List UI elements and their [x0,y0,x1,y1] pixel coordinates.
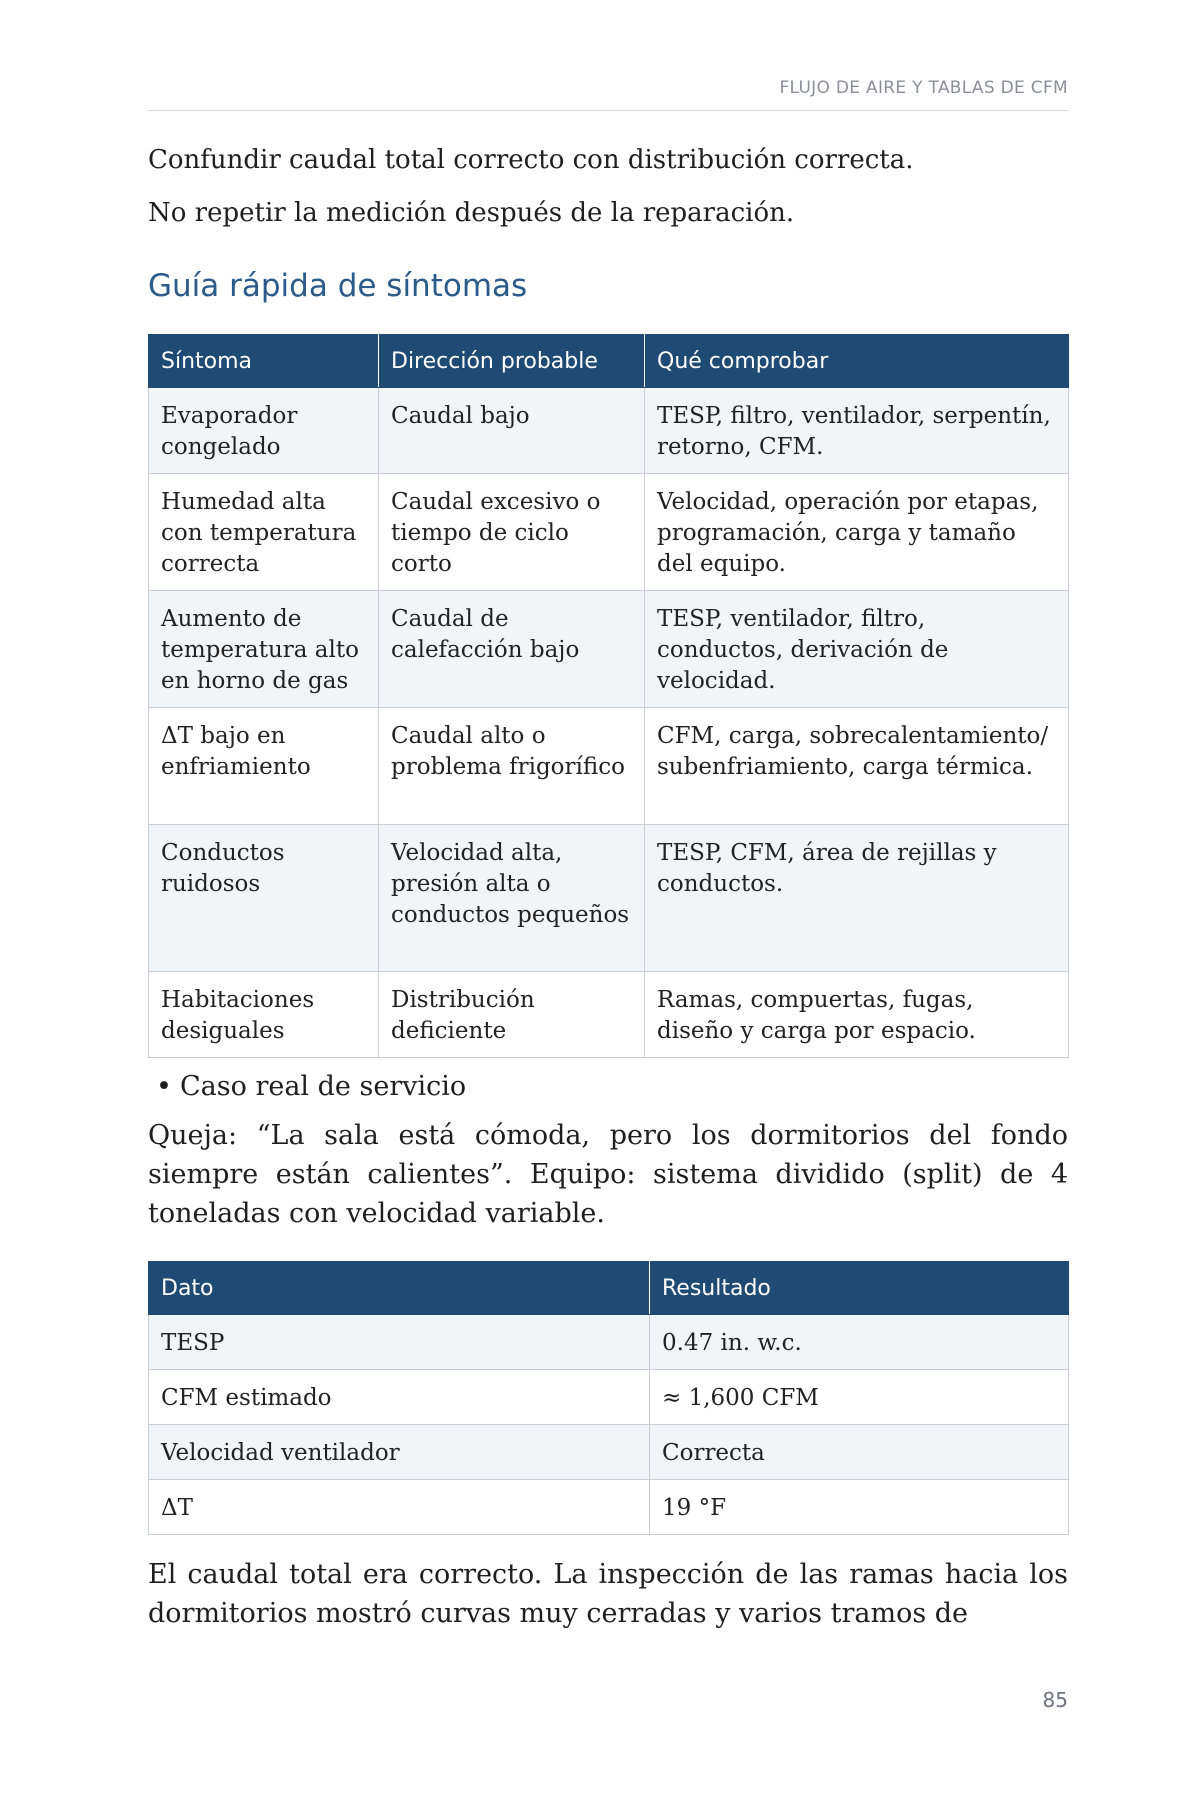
table-cell: Velocidad alta, presión alta o conductos pequeños [379,825,645,972]
table-cell: Correcta [650,1425,1069,1480]
table-header-row [149,1262,1069,1315]
column-header-symptom: Síntoma [149,335,379,388]
page-number: 85 [1042,1688,1068,1712]
table-cell: Habitaciones desiguales [149,972,379,1058]
header-divider [148,110,1068,111]
table-row [149,972,1069,1058]
running-header: FLUJO DE AIRE Y TABLAS DE CFM [779,78,1068,98]
case-bullet [156,1070,466,1104]
bullet-marker: • [156,1071,172,1102]
table-row [149,825,1069,972]
table-cell: ΔT [149,1480,650,1535]
intro-line-1: Confundir caudal total correcto con distribución correcta. [148,145,914,175]
table-cell: TESP, ventilador, filtro, conductos, derivación de velocidad. [645,591,1069,708]
table-cell: Velocidad, operación por etapas, programación, carga y tamaño del equipo. [645,474,1069,591]
table-cell: CFM, carga, sobrecalentamiento/ subenfriamiento, carga térmica. [645,708,1069,825]
table-cell: ≈ 1,600 CFM [650,1370,1069,1425]
table-row [149,474,1069,591]
table-header-row [149,335,1069,388]
table-cell: Aumento de temperatura alto en horno de gas [149,591,379,708]
column-header-probable-direction: Dirección probable [379,335,645,388]
table-row [149,388,1069,474]
table-cell: Ramas, compuertas, fugas, diseño y carga por espacio. [645,972,1069,1058]
table-cell: Caudal excesivo o tiempo de ciclo corto [379,474,645,591]
table-cell: TESP, filtro, ventilador, serpentín, retorno, CFM. [645,388,1069,474]
table-cell: Distribución deficiente [379,972,645,1058]
case-bullet-label: Caso real de servicio [180,1071,467,1102]
case-complaint-paragraph: Queja: “La sala está cómoda, pero los dormitorios del fondo siempre están calientes”. Equipo: sistema dividido (split) de 4 toneladas con velocidad variable. [148,1120,1068,1229]
table-cell: TESP [149,1315,650,1370]
column-header-what-to-check: Qué comprobar [645,335,1069,388]
table-cell: Conductos ruidosos [149,825,379,972]
table-cell: Humedad alta con temperatura correcta [149,474,379,591]
table-cell: CFM estimado [149,1370,650,1425]
table-cell: Caudal de calefacción bajo [379,591,645,708]
table-cell: Evaporador congelado [149,388,379,474]
table-row [149,1370,1069,1425]
table-row [149,591,1069,708]
column-header-result: Resultado [650,1262,1069,1315]
table-cell: TESP, CFM, área de rejillas y conductos. [645,825,1069,972]
table-cell: ΔT bajo en enfriamiento [149,708,379,825]
case-data-table [148,1261,1069,1535]
table-row [149,1480,1069,1535]
table-cell: 19 °F [650,1480,1069,1535]
intro-line-2: No repetir la medición después de la reparación. [148,198,795,228]
symptoms-table [148,334,1069,1058]
column-header-data: Dato [149,1262,650,1315]
table-row [149,1425,1069,1480]
table-row [149,1315,1069,1370]
table-cell: Caudal alto o problema frigorífico [379,708,645,825]
table-cell: 0.47 in. w.c. [650,1315,1069,1370]
table-row [149,708,1069,825]
closing-paragraph: El caudal total era correcto. La inspección de las ramas hacia los dormitorios mostró curvas muy cerradas y varios tramos de [148,1559,1068,1629]
table-cell: Velocidad ventilador [149,1425,650,1480]
section-title: Guía rápida de síntomas [148,268,528,304]
table-cell: Caudal bajo [379,388,645,474]
